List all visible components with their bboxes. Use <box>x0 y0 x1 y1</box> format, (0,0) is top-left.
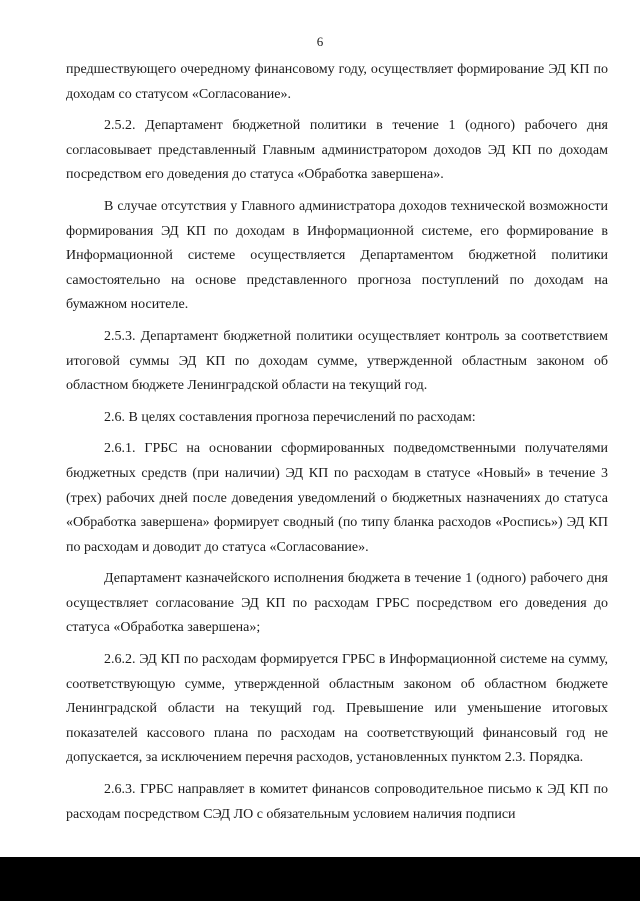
document-body <box>66 58 608 827</box>
scan-bottom-border <box>0 857 640 901</box>
paragraph-continuation: предшествующего очередному финансовому году, осуществляет формирование ЭД КП по доходам со статусом «Согласование». <box>66 62 608 102</box>
paragraph-2-6-1: 2.6.1. ГРБС на основании сформированных подведомственными получателями бюджетных средств (при наличии) ЭД КП по расходам в статусе «Новый» в течение 3 (трех) рабочих дней после доведения уведомлений о бюджетных назначениях до статуса «Обработка завершена» формирует сводный (по типу бланка расходов «Роспись») ЭД КП по расходам и доводит до статуса «Согласование». <box>66 441 608 555</box>
paragraph-no-technical-possibility: В случае отсутствия у Главного администратора доходов технической возможности формирования ЭД КП по доходам в Информационной системе, его формирование в Информационной системе осуществляется Департаментом бюджетной политики самостоятельно на основе представленного прогноза поступлений по доходам на бумажном носителе. <box>66 198 608 313</box>
paragraph-2-5-2: 2.5.2. Департамент бюджетной политики в течение 1 (одного) рабочего дня согласовывает представленный Главным администратором доходов ЭД КП по доходам посредством его доведения до статуса «Обработка завершена». <box>66 118 608 183</box>
paragraph-2-6-3: 2.6.3. ГРБС направляет в комитет финансов сопроводительное письмо к ЭД КП по расходам посредством СЭД ЛО с обязательным условием наличия подписи <box>66 782 608 822</box>
paragraph-2-6-2: 2.6.2. ЭД КП по расходам формируется ГРБС в Информационной системе на сумму, соответствующую сумме, утвержденной областным законом об областном бюджете Ленинградской области на текущий год. Превышение или уменьшение итоговых показателей кассового плана по расходам на соответствующий финансовый год не допускается, за исключением перечня расходов, установленных пунктом 2.3. Порядка. <box>66 652 608 766</box>
page-number: 6 <box>316 34 324 49</box>
paragraph-treasury-approval: Департамент казначейского исполнения бюджета в течение 1 (одного) рабочего дня осуществляет согласование ЭД КП по расходам ГРБС посредством его доведения до статуса «Обработка завершена»; <box>66 571 608 636</box>
paragraph-2-5-3: 2.5.3. Департамент бюджетной политики осуществляет контроль за соответствием итоговой суммы ЭД КП по доходам сумме, утвержденной областным законом об областном бюджете Ленинградской области на текущий год. <box>66 328 608 394</box>
paragraph-2-6: 2.6. В целях составления прогноза перечислений по расходам: <box>104 409 476 425</box>
